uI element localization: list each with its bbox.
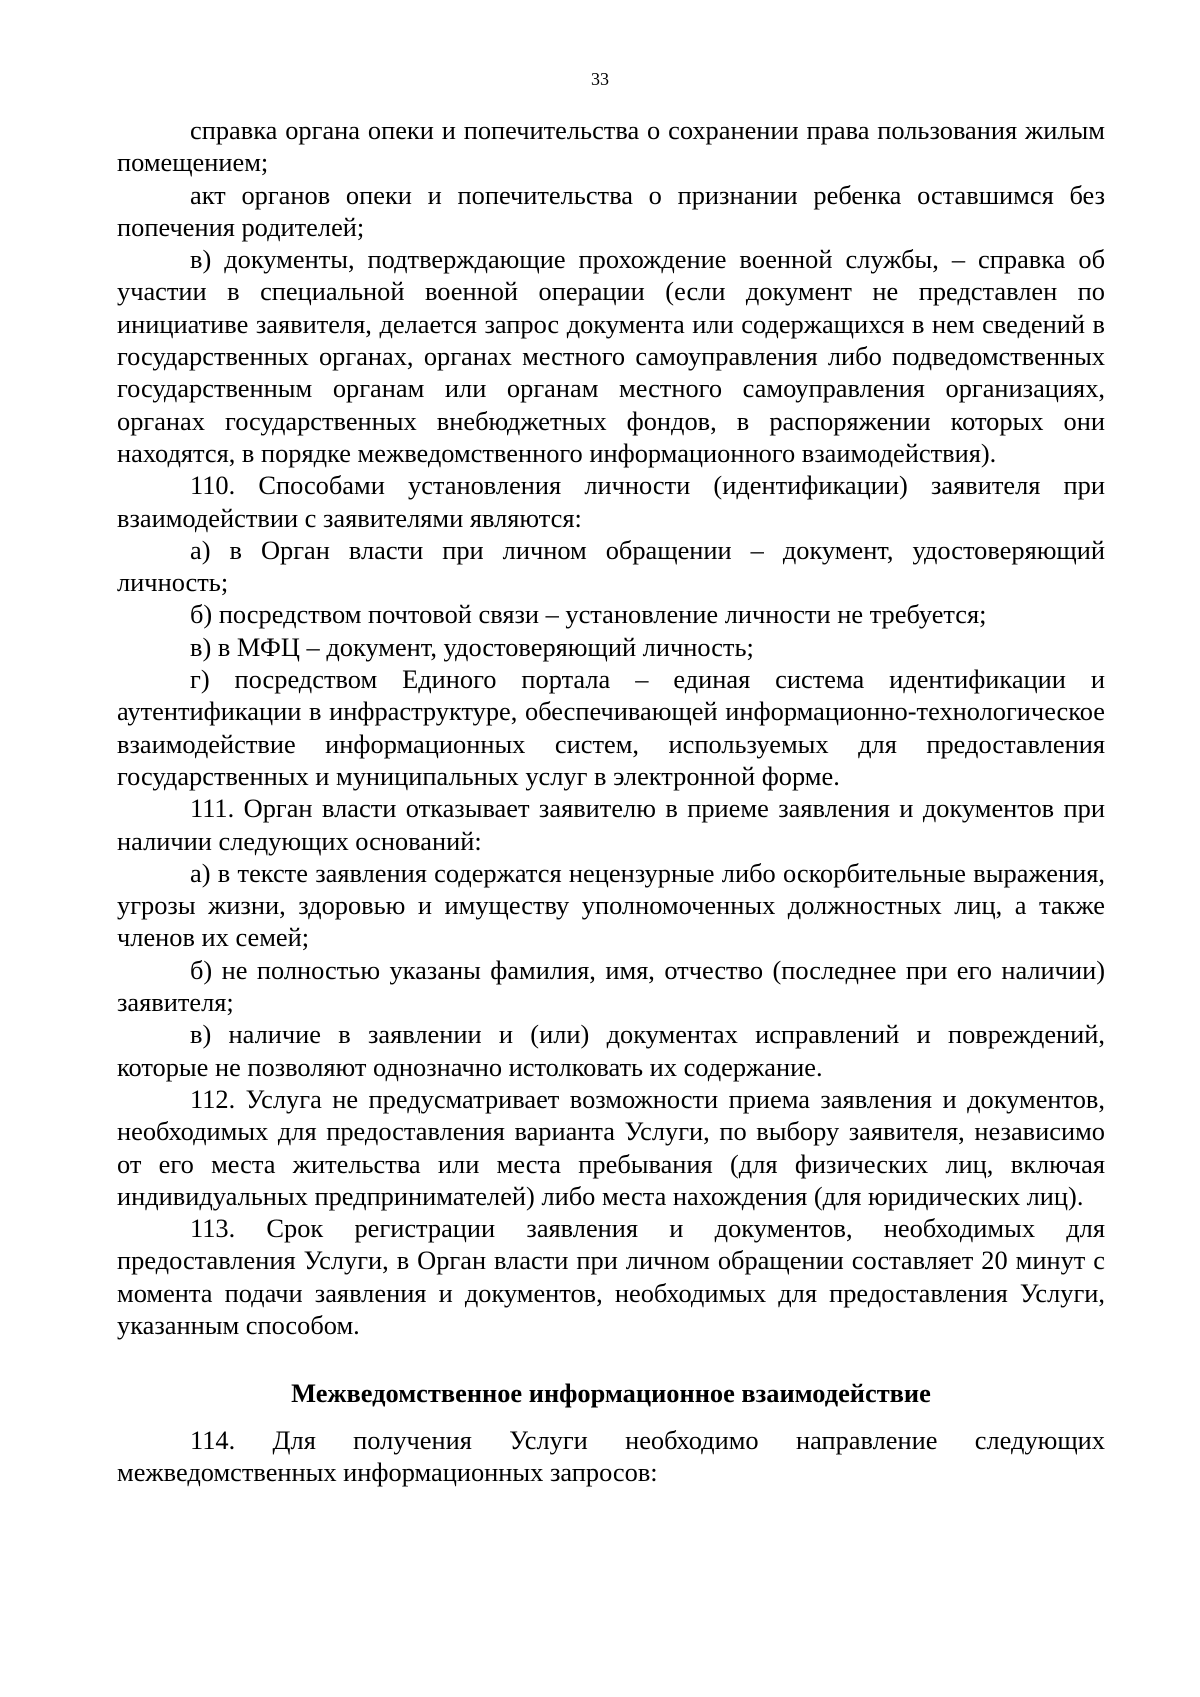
paragraph-112: 112. Услуга не предусматривает возможности приема заявления и документов, необходимых для предоставления варианта Услуги, по выбору заявителя, независимо от его места жительства или места пребывания (для физических лиц, включая индивидуальных предпринимателей) либо места нахождения (для юридических лиц).	[117, 1083, 1105, 1211]
spacer	[117, 1410, 1105, 1424]
paragraph-114: 114. Для получения Услуги необходимо направление следующих межведомственных информационных запросов:	[117, 1424, 1105, 1487]
section-heading: Межведомственное информационное взаимодействие	[291, 1378, 931, 1409]
paragraph-110-a: а) в Орган власти при личном обращении – документ, удостоверяющий личность;	[117, 534, 1105, 598]
paragraph-110-v: в) в МФЦ – документ, удостоверяющий личность;	[190, 631, 754, 662]
paragraph-111-a: а) в тексте заявления содержатся нецензурные либо оскорбительные выражения, угрозы жизни, здоровью и имуществу уполномоченных должностных лиц, а также членов их семей;	[117, 857, 1105, 953]
page-number: 33	[591, 69, 609, 89]
paragraph-military-service: в) документы, подтверждающие прохождение военной службы, – справка об участии в специальной военной операции (если документ не представлен по инициативе заявителя, делается запрос документа или содержащихся в нем сведений в государственных органах, органах местного самоуправления либо подведомственных государственным органам или органам местного самоуправления организациях, органах государственных внебюджетных фондов, в распоряжении которых они находятся, в порядке межведомственного информационного взаимодействия).	[117, 244, 1105, 468]
paragraph-113: 113. Срок регистрации заявления и документов, необходимых для предоставления Услуги, в Орган власти при личном обращении составляет 20 минут с момента подачи заявления и документов, необходимых для предоставления Услуги, указанным способом.	[117, 1213, 1105, 1340]
paragraph-111-v: в) наличие в заявлении и (или) документах исправлений и повреждений, которые не позволяют однозначно истолковать их содержание.	[117, 1019, 1105, 1082]
paragraph-110-b: б) посредством почтовой связи – установление личности не требуется;	[190, 599, 987, 630]
paragraph-110: 110. Способами установления личности (идентификации) заявителя при взаимодействии с заявителями являются:	[117, 470, 1105, 533]
paragraph-111-b: б) не полностью указаны фамилия, имя, отчество (последнее при его наличии) заявителя;	[117, 954, 1105, 1018]
paragraph-110-g: г) посредством Единого портала – единая система идентификации и аутентификации в инфраструктуре, обеспечивающей информационно-технологическое взаимодействие информационных систем, используемых для предоставления государственных и муниципальных услуг в электронной форме.	[117, 664, 1105, 791]
paragraph-custody-act: акт органов опеки и попечительства о признании ребенка оставшимся без попечения родителей;	[117, 179, 1105, 242]
paragraph-111: 111. Орган власти отказывает заявителю в приеме заявления и документов при наличии следующих оснований:	[117, 793, 1105, 856]
document-body	[117, 114, 1105, 1488]
spacer	[117, 1341, 1105, 1377]
paragraph-custody-certificate: справка органа опеки и попечительства о сохранении права пользования жилым помещением;	[117, 115, 1105, 178]
